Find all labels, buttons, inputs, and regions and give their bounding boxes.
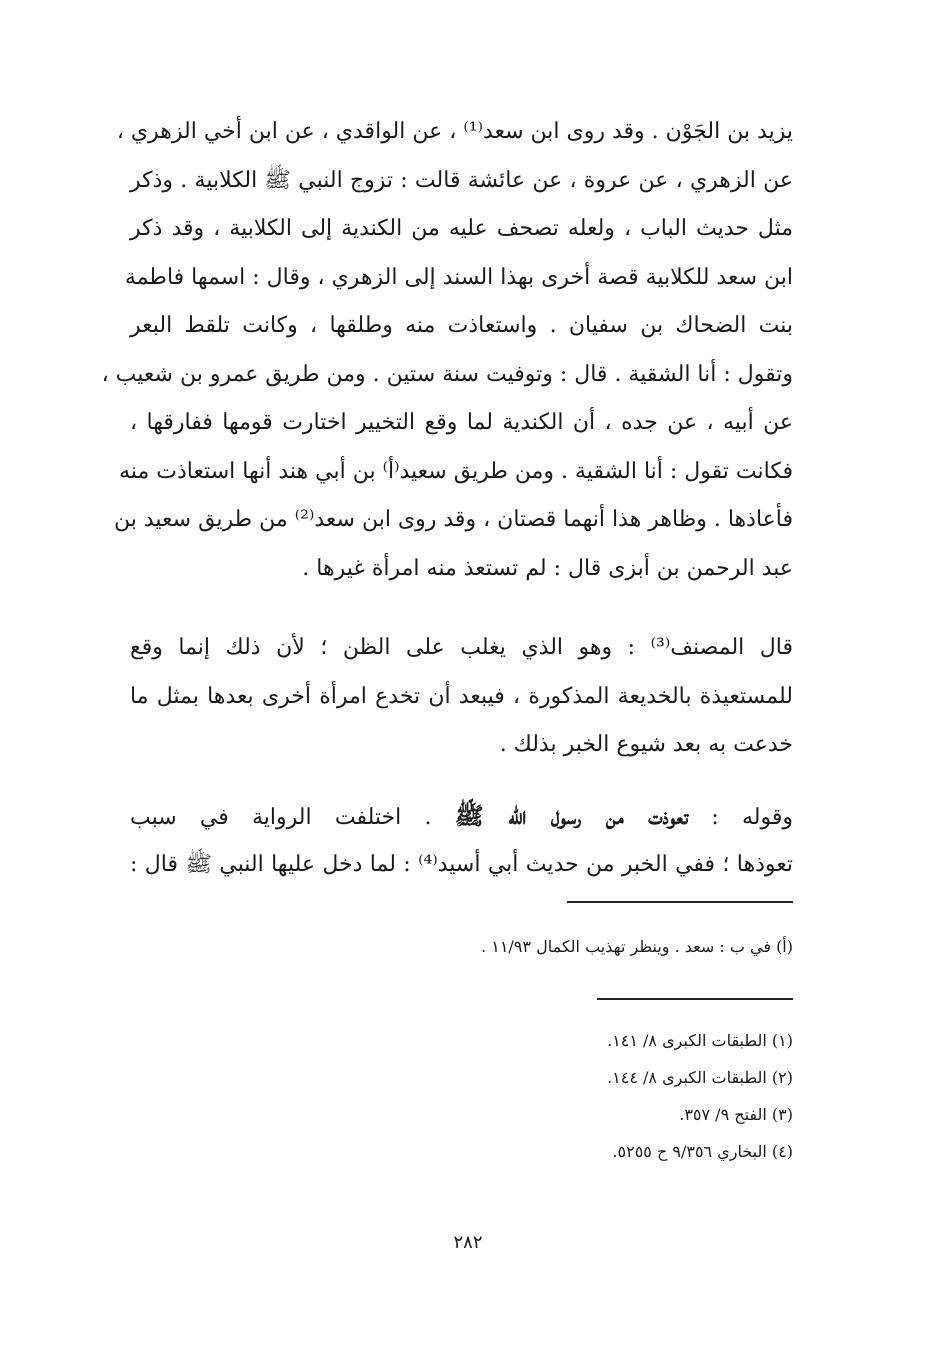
text-line (130, 792, 793, 841)
footnote: (٢) الطبقات الكبرى ٨/ ١٤٤. (607, 1068, 793, 1087)
text-line: مثل حديث الباب ، ولعله تصحف عليه من الكندية إلى الكلابية ، وقد ذكر (130, 216, 793, 241)
quote-continuation: . اختلفت الرواية في سبب (130, 805, 432, 830)
main-paragraph-1 (101, 108, 793, 593)
main-paragraph-3 (130, 792, 793, 889)
text-line: ابن سعد للكلابية قصة أخرى بهذا السند إلى الزهري ، وقال : اسمها فاطمة (124, 264, 793, 290)
text-line: بنت الضحاك بن سفيان . واستعاذت منه وطلقها ، وكانت تلقط البعر (130, 313, 793, 338)
text-line: عبد الرحمن بن أبزى قال : لم تستعذ منه امرأة غيرها . (302, 555, 793, 581)
footnote-separator-short (597, 998, 793, 1000)
footnote: (٤) البخاري ٩/٣٥٦ ح ٥٢٥٥. (612, 1142, 793, 1161)
text-line: فأعاذها . وظاهر هذا أنهما قصتان ، وقد روى ابن سعد⁽²⁾ من طريق سعيد بن (113, 507, 793, 532)
text-line: عن أبيه ، عن جده ، أن الكندية لما وقع التخيير اختارت قومها ففارقها ، (130, 410, 793, 435)
text-line: تعوذها ؛ ففي الخبر من حديث أبي أسيد⁽⁴⁾ : لما دخل عليها النبي ﷺ قال : (130, 851, 793, 877)
hadith-quote: تعوذت من رسول الله ﷺ (454, 801, 689, 830)
footnote: (١) الطبقات الكبرى ٨/ ١٤١. (607, 1031, 793, 1050)
variant-note-text: (أ) في ب : سعد . وينظر تهذيب الكمال ١١/٩٣ . (481, 937, 793, 956)
text-line: يزيد بن الجَوْن . وقد روى ابن سعد⁽¹⁾ ، عن الواقدي ، عن ابن أخي الزهري ، (116, 119, 793, 144)
text-line: عن الزهري ، عن عروة ، عن عائشة قالت : تزوج النبي ﷺ الكلابية . وذكر (130, 167, 793, 193)
footnote-separator (567, 901, 793, 903)
text-line: فكانت تقول : أنا الشقية . ومن طريق سعيد⁽أ⁾ بن أبي هند أنها استعاذت منه (119, 458, 793, 484)
text-line: قال المصنف⁽³⁾ : وهو الذي يغلب على الظن ؛ لأن ذلك إنما وقع (130, 635, 794, 660)
footnotes-list (300, 1022, 793, 1170)
text-line: خدعت به بعد شيوع الخبر بذلك . (499, 732, 793, 757)
page-number: ٢٨٢ (453, 1232, 483, 1253)
variant-note (300, 928, 793, 965)
text-line: للمستعيذة بالخديعة المذكورة ، فيبعد أن تخدع امرأة أخرى بعدها بمثل ما (130, 683, 793, 709)
text-line: وتقول : أنا الشقية . قال : وتوفيت سنة ستين . ومن طريق عمرو بن شعيب ، (101, 361, 793, 387)
quote-intro: وقوله : (688, 805, 794, 830)
footnote: (٣) الفتح ٩/ ٣٥٧. (679, 1105, 793, 1124)
main-paragraph-2 (130, 624, 793, 770)
